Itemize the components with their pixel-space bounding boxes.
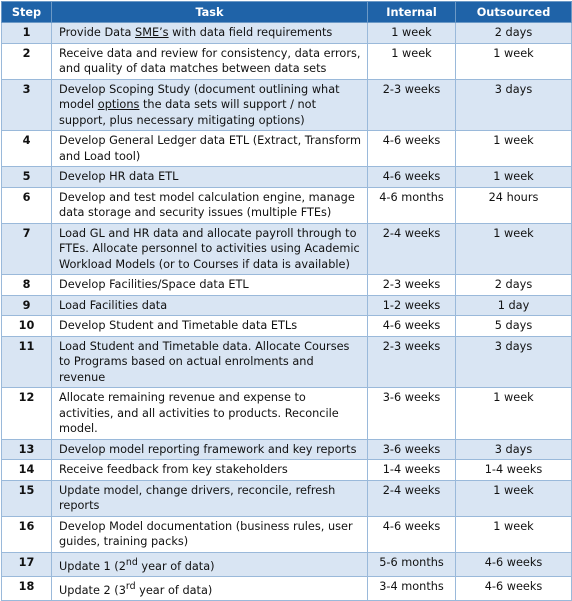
task-cell: Develop Model documentation (business rules, user guides, training packs): [52, 516, 368, 552]
internal-duration: 3-6 weeks: [368, 388, 456, 440]
step-number: 14: [2, 460, 52, 481]
internal-duration: 2-3 weeks: [368, 275, 456, 296]
outsourced-duration: 1 day: [456, 295, 572, 316]
task-cell: Allocate remaining revenue and expense to activities, and all activities to products. Reconcile model.: [52, 388, 368, 440]
internal-header: Internal: [368, 2, 456, 23]
internal-duration: 3-6 weeks: [368, 439, 456, 460]
internal-duration: 2-3 weeks: [368, 336, 456, 388]
step-number: 2: [2, 43, 52, 79]
step-number: 7: [2, 223, 52, 275]
table-row: [2, 316, 572, 337]
outsourced-header: Outsourced: [456, 2, 572, 23]
table-row: [2, 516, 572, 552]
internal-duration: 1 week: [368, 23, 456, 44]
step-number: 18: [2, 576, 52, 600]
internal-duration: 4-6 months: [368, 187, 456, 223]
task-cell: Load Facilities data: [52, 295, 368, 316]
task-cell: Update model, change drivers, reconcile, refresh reports: [52, 480, 368, 516]
task-cell: Develop General Ledger data ETL (Extract, Transform and Load tool): [52, 131, 368, 167]
table-row: [2, 295, 572, 316]
task-cell: Develop Facilities/Space data ETL: [52, 275, 368, 296]
step-number: 16: [2, 516, 52, 552]
outsourced-duration: 24 hours: [456, 187, 572, 223]
outsourced-duration: 1-4 weeks: [456, 460, 572, 481]
step-number: 8: [2, 275, 52, 296]
step-number: 1: [2, 23, 52, 44]
table-row: [2, 388, 572, 440]
outsourced-duration: 1 week: [456, 480, 572, 516]
table-row: [2, 439, 572, 460]
options-link-text: options: [97, 98, 140, 111]
outsourced-duration: 1 week: [456, 223, 572, 275]
internal-duration: 2-4 weeks: [368, 480, 456, 516]
task-cell: Receive data and review for consistency, data errors, and quality of data matches between data sets: [52, 43, 368, 79]
step-number: 11: [2, 336, 52, 388]
internal-duration: 1-4 weeks: [368, 460, 456, 481]
outsourced-duration: 1 week: [456, 43, 572, 79]
task-header: Task: [52, 2, 368, 23]
outsourced-duration: 5 days: [456, 316, 572, 337]
internal-duration: 5-6 months: [368, 552, 456, 576]
table-row: [2, 480, 572, 516]
table-row: [2, 576, 572, 600]
task-cell: Load GL and HR data and allocate payroll through to FTEs. Allocate personnel to activities using Academic Workload Models (or to Courses if data is available): [52, 223, 368, 275]
internal-duration: 1-2 weeks: [368, 295, 456, 316]
task-cell: Update 1 (2nd year of data): [52, 552, 368, 576]
timeline-table: [1, 1, 572, 601]
task-cell: Update 2 (3rd year of data): [52, 576, 368, 600]
table-row: [2, 43, 572, 79]
table-row: [2, 23, 572, 44]
internal-duration: 4-6 weeks: [368, 316, 456, 337]
internal-duration: 1 week: [368, 43, 456, 79]
task-cell: Develop Scoping Study (document outlining what model options the data sets will support / not support, plus necessary mitigating options): [52, 79, 368, 131]
task-cell: Develop Student and Timetable data ETLs: [52, 316, 368, 337]
outsourced-duration: 2 days: [456, 275, 572, 296]
table-row: [2, 131, 572, 167]
step-number: 15: [2, 480, 52, 516]
task-cell: Load Student and Timetable data. Allocate Courses to Programs based on actual enrolments and revenue: [52, 336, 368, 388]
task-cell: Develop and test model calculation engine, manage data storage and security issues (multiple FTEs): [52, 187, 368, 223]
internal-duration: 2-4 weeks: [368, 223, 456, 275]
table-row: [2, 223, 572, 275]
ordinal-suffix: rd: [125, 580, 136, 592]
task-cell: Develop model reporting framework and key reports: [52, 439, 368, 460]
header-row: [2, 2, 572, 23]
table-row: [2, 167, 572, 188]
task-cell: Receive feedback from key stakeholders: [52, 460, 368, 481]
ordinal-suffix: nd: [125, 556, 138, 568]
outsourced-duration: 3 days: [456, 336, 572, 388]
table-row: [2, 460, 572, 481]
outsourced-duration: 2 days: [456, 23, 572, 44]
outsourced-duration: 1 week: [456, 388, 572, 440]
step-number: 5: [2, 167, 52, 188]
task-cell: Provide Data SME’s with data field requirements: [52, 23, 368, 44]
step-number: 13: [2, 439, 52, 460]
table-row: [2, 336, 572, 388]
step-number: 6: [2, 187, 52, 223]
table-row: [2, 275, 572, 296]
sme-link-text: SME’s: [135, 26, 169, 39]
table-row: [2, 187, 572, 223]
outsourced-duration: 4-6 weeks: [456, 576, 572, 600]
internal-duration: 4-6 weeks: [368, 131, 456, 167]
step-number: 4: [2, 131, 52, 167]
internal-duration: 3-4 months: [368, 576, 456, 600]
outsourced-duration: 3 days: [456, 439, 572, 460]
table-row: [2, 79, 572, 131]
internal-duration: 4-6 weeks: [368, 167, 456, 188]
step-number: 10: [2, 316, 52, 337]
internal-duration: 4-6 weeks: [368, 516, 456, 552]
step-number: 12: [2, 388, 52, 440]
step-number: 17: [2, 552, 52, 576]
task-cell: Develop HR data ETL: [52, 167, 368, 188]
internal-duration: 2-3 weeks: [368, 79, 456, 131]
outsourced-duration: 3 days: [456, 79, 572, 131]
outsourced-duration: 1 week: [456, 167, 572, 188]
outsourced-duration: 1 week: [456, 516, 572, 552]
outsourced-duration: 4-6 weeks: [456, 552, 572, 576]
step-number: 9: [2, 295, 52, 316]
step-number: 3: [2, 79, 52, 131]
outsourced-duration: 1 week: [456, 131, 572, 167]
step-header: Step: [2, 2, 52, 23]
